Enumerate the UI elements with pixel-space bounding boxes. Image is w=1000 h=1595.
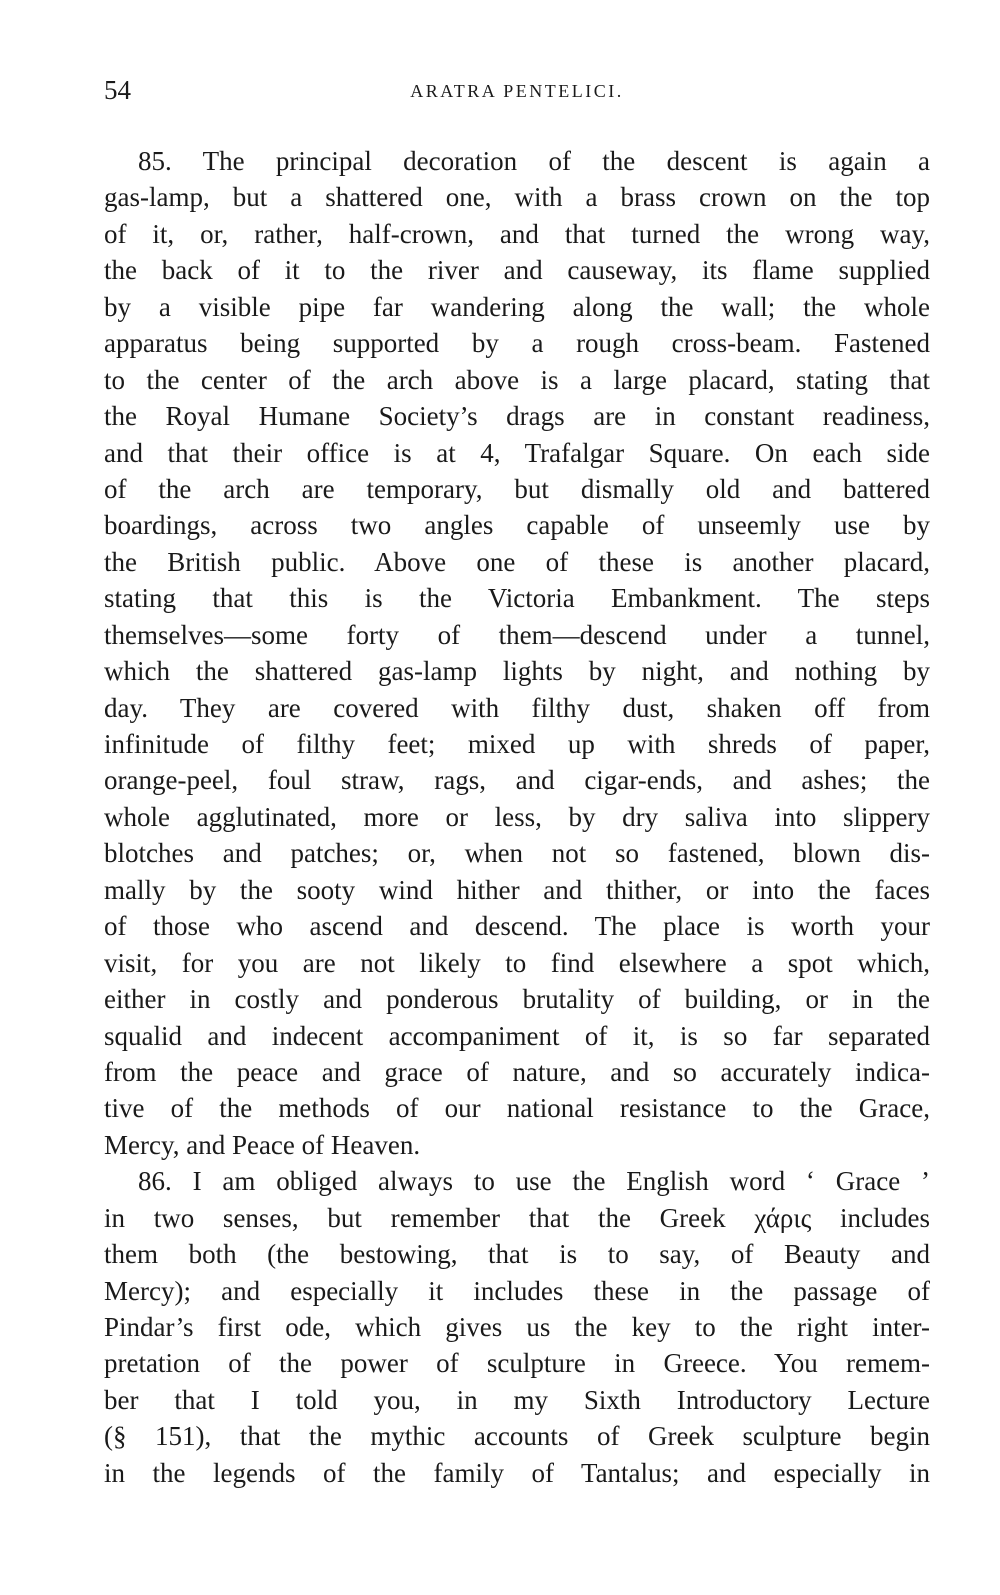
- text-line: of the arch are temporary, but dismally old and battered: [104, 473, 930, 504]
- text-line: boardings, across two angles capable of unseemly use by: [104, 510, 930, 541]
- text-line: of it, or, rather, half-crown, and that turned the wrong way,: [104, 218, 930, 249]
- body-text: [104, 143, 930, 1491]
- text-line: visit, for you are not likely to find elsewhere a spot which,: [104, 947, 930, 978]
- text-line: to the center of the arch above is a large placard, stating that: [104, 364, 930, 395]
- text-line: either in costly and ponderous brutality of building, or in the: [104, 984, 930, 1015]
- text-line: and that their office is at 4, Trafalgar Square. On each side: [104, 437, 930, 468]
- text-line: tive of the methods of our national resistance to the Grace,: [104, 1093, 930, 1124]
- text-line: the Royal Humane Society’s drags are in constant readiness,: [104, 401, 930, 432]
- text-line: from the peace and grace of nature, and so accurately indica-: [104, 1056, 930, 1087]
- text-line: which the shattered gas-lamp lights by night, and nothing by: [104, 656, 930, 687]
- page-number: 54: [104, 75, 131, 105]
- text-line: Mercy, and Peace of Heaven.: [104, 1129, 421, 1160]
- text-line: stating that this is the Victoria Embankment. The steps: [104, 583, 930, 614]
- text-line: 86. I am obliged always to use the English word ‘ Grace ’: [138, 1166, 930, 1197]
- text-line: gas-lamp, but a shattered one, with a brass crown on the top: [104, 182, 930, 213]
- text-line: ber that I told you, in my Sixth Introductory Lecture: [104, 1384, 930, 1415]
- text-line: squalid and indecent accompaniment of it, is so far separated: [104, 1020, 930, 1051]
- text-line: Mercy); and especially it includes these in the passage of: [104, 1275, 930, 1306]
- text-line: pretation of the power of sculpture in Greece. You remem-: [104, 1348, 930, 1379]
- text-line: day. They are covered with filthy dust, shaken off from: [104, 692, 930, 723]
- text-line: orange-peel, foul straw, rags, and cigar-ends, and ashes; the: [104, 765, 930, 796]
- text-line: infinitude of filthy feet; mixed up with shreds of paper,: [104, 729, 930, 759]
- text-line: the British public. Above one of these is another placard,: [104, 546, 930, 577]
- text-line: apparatus being supported by a rough cross-beam. Fastened: [104, 328, 930, 359]
- text-line: in two senses, but remember that the Greek χάρις includes: [104, 1202, 930, 1233]
- text-line: mally by the sooty wind hither and thither, or into the faces: [104, 874, 930, 905]
- running-title: ARATRA PENTELICI.: [410, 81, 624, 101]
- paragraph-85: [104, 143, 930, 1163]
- paragraph-86: [104, 1163, 930, 1491]
- text-line: blotches and patches; or, when not so fastened, blown dis-: [104, 838, 930, 869]
- text-line: of those who ascend and descend. The place is worth your: [104, 911, 930, 942]
- text-line: 85. The principal decoration of the descent is again a: [138, 146, 930, 176]
- text-line: by a visible pipe far wandering along the wall; the whole: [104, 291, 930, 322]
- text-line: in the legends of the family of Tantalus; and especially in: [104, 1457, 930, 1488]
- text-line: (§ 151), that the mythic accounts of Greek sculpture begin: [104, 1421, 930, 1452]
- text-line: them both (the bestowing, that is to say, of Beauty and: [104, 1239, 930, 1270]
- text-line: the back of it to the river and causeway, its flame supplied: [104, 255, 930, 286]
- text-line: Pindar’s first ode, which gives us the key to the right inter-: [104, 1312, 930, 1342]
- running-head: [104, 72, 930, 108]
- text-line: whole agglutinated, more or less, by dry saliva into slippery: [104, 801, 930, 832]
- text-line: themselves—some forty of them—descend under a tunnel,: [104, 619, 930, 650]
